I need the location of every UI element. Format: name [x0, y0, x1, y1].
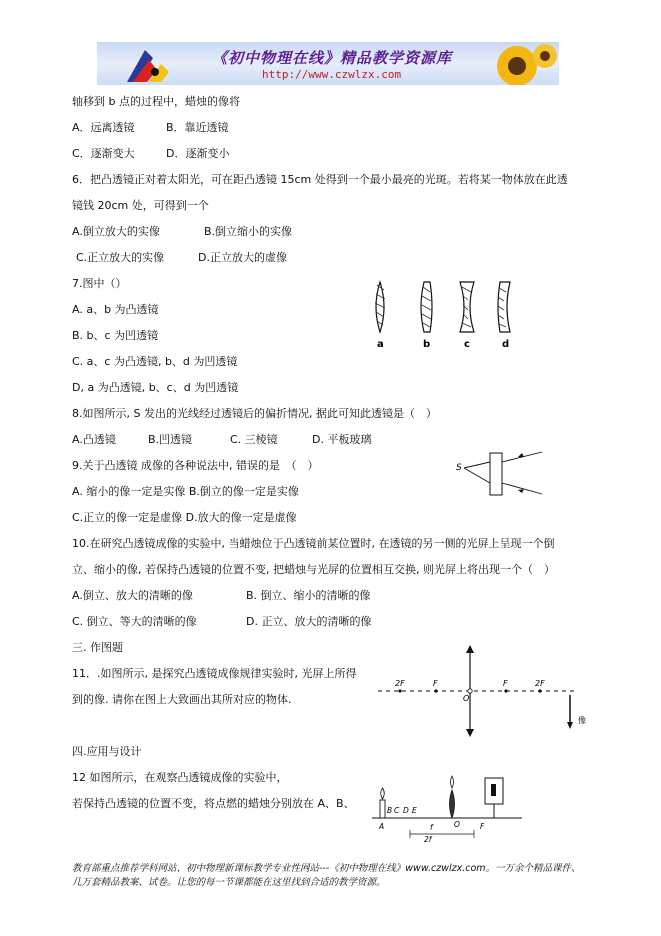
option-a: A.凸透镜 — [72, 433, 116, 446]
option-d: D, a 为凸透镜, b、c、d 为凹透镜 — [72, 381, 239, 394]
option-c: C. 倒立、等大的清晰的像 — [72, 615, 197, 628]
option-a: A. a、b 为凸透镜 — [72, 303, 159, 316]
light-path-figure — [452, 450, 552, 500]
option-b: B．靠近透镜 — [166, 121, 229, 134]
label-b: b — [423, 339, 431, 350]
footer-line-1: 教育部重点推荐学科网站、初中物理新课标教学专业性网站---《初中物理在线》www.czwlzx.com。一万余个精品课件、 — [72, 863, 581, 874]
header-banner — [97, 42, 559, 85]
candle-experiment-figure — [372, 772, 537, 844]
banner-title: 《初中物理在线》精品教学资源库 — [212, 49, 453, 67]
label-2f: 2F — [395, 679, 405, 688]
question-12: 12 如图所示，在观察凸透镜成像的实验中， — [72, 771, 288, 784]
banner-url[interactable]: http://www.czwlzx.com — [262, 68, 402, 81]
text-line: 若保持凸透镜的位置不变，将点燃的蜡烛分别放在 A、B、 — [72, 797, 355, 810]
lens-figure — [362, 272, 522, 352]
option-b: B.倒立缩小的实像 — [204, 225, 293, 238]
section-heading: 三. 作图题 — [72, 641, 123, 654]
point-e: E — [412, 806, 417, 815]
label-f: F — [503, 679, 508, 688]
label-f: f — [430, 823, 433, 832]
option-c: C．逐渐变大 — [72, 147, 135, 160]
options-cd: C.正立的像一定是虚像 D.放大的像一定是虚像 — [72, 511, 297, 524]
question-10: 10.在研究凸透镜成像的实验中, 当蜡烛位于凸透镜前某位置时, 在透镜的另一侧的光屏上呈现一个倒 — [72, 537, 555, 550]
label-d: d — [502, 339, 510, 350]
text-line: 到的像. 请你在图上大致画出其所对应的物体. — [72, 693, 292, 706]
lens-icon — [450, 790, 455, 818]
question-8: 8.如图所示, S 发出的光线经过透镜后的偏折情况, 据此可知此透镜是（ ） — [72, 407, 437, 420]
question-7: 7.图中（） — [72, 277, 127, 290]
option-a: A．远离透镜 — [72, 121, 135, 134]
options-ab: A. 缩小的像一定是实像 B.倒立的像一定是实像 — [72, 485, 299, 498]
option-d: D. 正立、放大的清晰的像 — [246, 615, 372, 628]
option-b: B. 倒立、缩小的清晰的像 — [246, 589, 371, 602]
optical-bench-figure — [378, 645, 598, 740]
text-line: 立、缩小的像, 若保持凸透镜的位置不变, 把蜡烛与光屏的位置相互交换, 则光屏上将出现一个（ ） — [72, 563, 555, 576]
option-b: B.凹透镜 — [148, 433, 193, 446]
label-f: F — [433, 679, 438, 688]
logo-dot — [151, 68, 159, 76]
text-line: 轴移到 b 点的过程中，蜡烛的像将 — [72, 95, 240, 108]
option-b: B. b、c 为凹透镜 — [72, 329, 159, 342]
point-a: A — [379, 822, 385, 831]
source-label: S — [456, 463, 462, 473]
label-2f: 2F — [535, 679, 545, 688]
question-11: 11．.如图所示, 是探究凸透镜成像规律实验时, 光屏上所得 — [72, 667, 357, 680]
point-c: C — [394, 806, 400, 815]
point-b: B — [387, 806, 393, 815]
point-d: D — [403, 806, 409, 815]
label-2f: 2f — [424, 835, 432, 844]
candle-icon — [380, 800, 385, 818]
option-c: C. 三棱镜 — [230, 433, 278, 446]
option-a: A.倒立放大的实像 — [72, 225, 160, 238]
option-c: C.正立放大的实像 — [76, 251, 165, 264]
option-c: C. a、c 为凸透镜, b、d 为凹透镜 — [72, 355, 238, 368]
text-line: 镜钱 20cm 处，可得到一个 — [72, 199, 209, 212]
label-c: c — [464, 339, 470, 350]
label-o: O — [463, 694, 470, 703]
section-heading: 四.应用与设计 — [72, 745, 142, 758]
question-6: 6．把凸透镜正对着太阳光，可在距凸透镜 15cm 处得到一个最小最亮的光斑。若将某一物体放在此透 — [72, 173, 568, 186]
option-a: A.倒立、放大的清晰的像 — [72, 589, 193, 602]
lens-box — [490, 453, 502, 495]
point-o: O — [454, 820, 460, 829]
question-9: 9.关于凸透镜 成像的各种说法中, 错误的是 （ ） — [72, 459, 319, 472]
footer-line-2: 几万套精品教案、试卷。让您的每一节课都能在这里找到合适的教学资源。 — [72, 877, 386, 888]
option-d: D.正立放大的虚像 — [198, 251, 287, 264]
image-label: 像 — [578, 716, 586, 725]
option-d: D．逐渐变小 — [166, 147, 230, 160]
option-d: D. 平板玻璃 — [312, 433, 372, 446]
label-a: a — [377, 339, 384, 350]
point-f: F — [480, 822, 485, 831]
